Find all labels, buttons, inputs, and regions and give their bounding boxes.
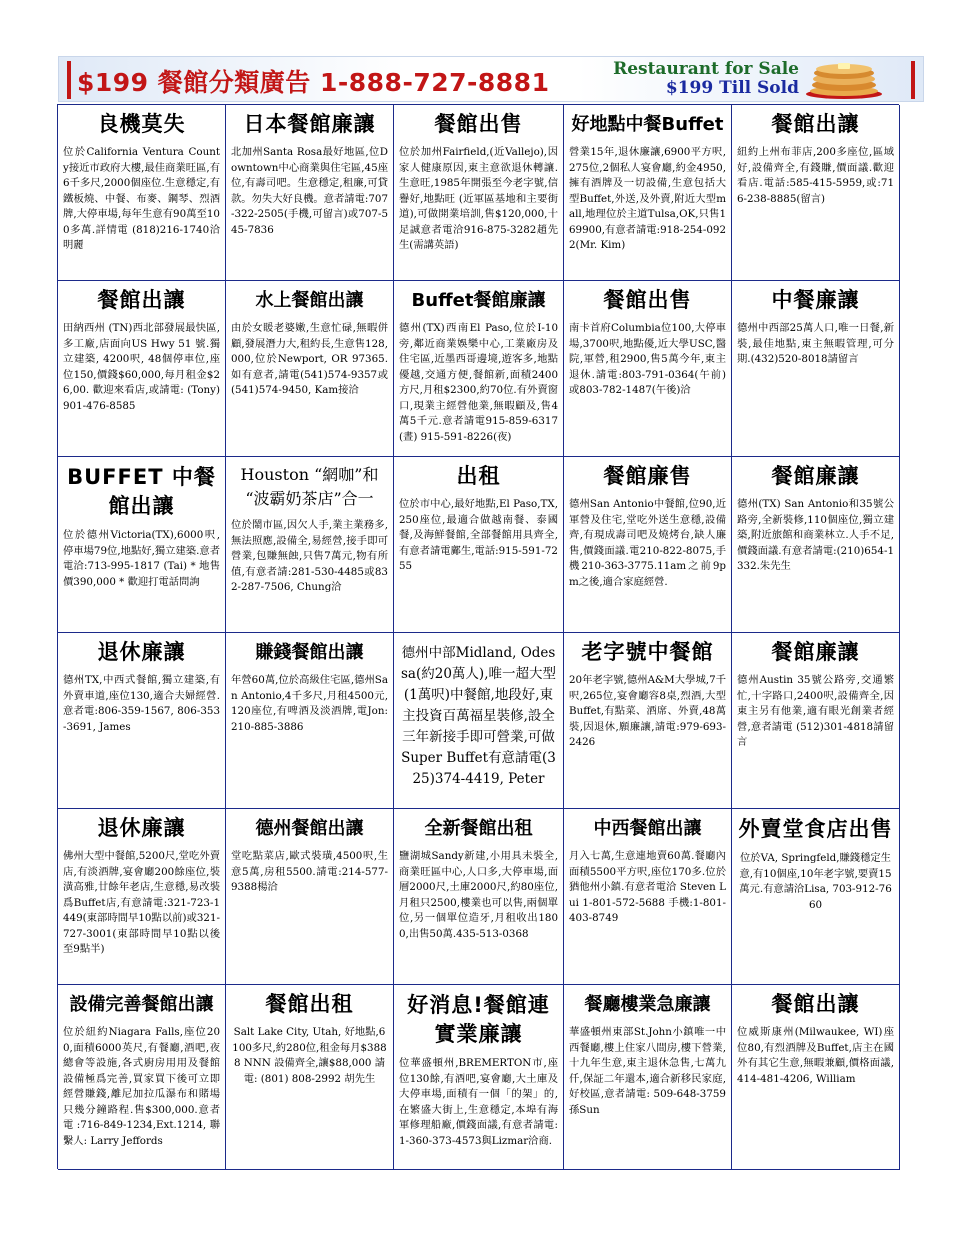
ad-card xyxy=(732,985,900,1170)
ad-title: 餐廳樓業急廉讓 xyxy=(584,994,711,1015)
pancake-stack-icon xyxy=(804,60,884,100)
ad-body: 鹽湖城Sandy新建,小用具未裝全,商業旺區中心,人口多,大停車場,面層2000尺,土庫2000尺,約80座位,月租只2500,樓業也可以售,兩個單位,另一個單位造牙,月租收出1800,出售50萬.435-513-0368 xyxy=(399,850,558,940)
ad-title: 良機莫失 xyxy=(97,112,186,136)
ad-body: 德州TX,中西式餐館,獨立建築,有外賣車道,座位130,適合夫婦經營.意者電:806-359-1567, 806-353-3691, James xyxy=(63,674,220,733)
ad-body: 堂吃點菜店,歐式裝璜,4500呎,生意5萬,房租5500.請電:214-577-9388楊洽 xyxy=(231,850,388,893)
banner-left-bar xyxy=(67,61,71,99)
header-banner xyxy=(58,56,924,102)
ad-body: 紐約上州布菲店,200多座位,區域好,設備齊全,有錢賺,價面議.歡迎看店.電話:585-415-5959,或:716-238-8885(留言) xyxy=(737,146,894,205)
ad-body: 位華盛頓州,BREMERTON市,座位130餘,有酒吧,宴會廳,大土庫及大停車場,面積有一個「的架」的,在繁盛大街上,生意穩定,本埠有海軍修理船廠,價錢面議,有意者請電:1-360-373-4573與Lizmar洽商. xyxy=(399,1057,558,1147)
ad-title: 餐館出租 xyxy=(265,992,354,1016)
ad-title: 餐館廉售 xyxy=(603,464,692,488)
ad-card xyxy=(58,985,226,1170)
ad-body: 德州San Antonio中餐館,位90,近軍營及住宅,堂吃外送生意穩,設備齊,有現成壽司吧及燒烤台,缺人廉售,價錢面議.電210-822-8075,手機210-363-3775.11am之前9pm之後,適合家庭經營. xyxy=(569,498,726,588)
ad-title: 賺錢餐館出讓 xyxy=(255,642,364,663)
ad-body: 位於市中心,最好地點,El Paso,TX,250座位,最適合做越南餐、泰國餐,及海鮮餐館,全部餐館用具齊全,有意者請電鄺生,電話:915-591-7255 xyxy=(399,498,558,572)
ad-body: 德州中西部25萬人口,唯一日餐,新裝,最佳地點,東主無暇管理,可分期.(432)520-8018請留言 xyxy=(737,322,894,365)
banner-sale-text xyxy=(559,60,799,98)
ad-body: 位於California Ventura County接近市政府大樓,最佳商業旺區,有6千多尺,2000個座位.生意穩定,有鐵板燒、中餐、布麥、鋼琴、烈酒牌,大停車場,每年生意有90萬至100多萬.詳情電 (818)216-1740洽明麗 xyxy=(63,146,220,251)
ad-card xyxy=(226,281,394,457)
ad-card xyxy=(732,633,900,809)
ad-card xyxy=(394,457,564,633)
ad-body: 華盛頓州東部St.John小鎮唯一中西餐廳,樓上住家八間房,樓下營業,十九年生意,東主退休急售,七萬九仟,保証二年還本,適合新移民家庭,好校區,意者請電: 509-648-3759 孫Sun xyxy=(569,1026,726,1116)
ad-card xyxy=(394,281,564,457)
ad-card xyxy=(564,809,732,985)
ad-title: 餐館出讓 xyxy=(771,112,860,136)
ad-card xyxy=(226,985,394,1170)
ad-body: 德州(TX) San Antonio和35號公路旁,全新裝修,110個座位,獨立建築,附近旅館和商業林立.人手不足,價錢面議.有意者請電:(210)654-1332.朱先生 xyxy=(737,498,894,572)
ad-card xyxy=(564,985,732,1170)
ad-body: 佛州大型中餐館,5200尺,堂吃外賣店,有淡酒牌,宴會廳200餘座位,裝潢高雅,廿餘年老店,生意穩,易改裝爲Buffet店,有意請電:321-723-1449(東部時間早10點以前)或321-727-3001(東部時間早10點以後至9點半) xyxy=(63,850,220,955)
banner-sale-line2: $199 Till Sold xyxy=(665,78,799,98)
banner-title: $199 餐館分類廣告 1-888-727-8881 xyxy=(77,68,550,97)
ad-body: 德州Austin 35號公路旁,交通繁忙,十字路口,2400呎,設備齊全,因東主另有他業,適有眼光創業者經營,意者請電 (512)301-4818請留言 xyxy=(737,674,894,748)
ad-card xyxy=(58,281,226,457)
ad-body: 營業15年,退休廉讓,6900平方呎,275位,2個私人宴會廳,約金4950,擁有酒牌及一切設備,生意包括大型Buffet,外送,及外賣,附近大型mall,地理位於主道Tulsa,OK,只售169900,有意者請電:918-254-0922(Mr. Kim) xyxy=(569,146,726,251)
ad-card xyxy=(58,633,226,809)
banner-right-bar xyxy=(911,61,915,99)
ad-title: 餐館出售 xyxy=(603,288,692,312)
ad-title: 餐館出售 xyxy=(434,112,523,136)
ad-body: 年營60萬,位於高級住宅區,德州San Antonio,4千多尺,月租4500元,120座位,有啤酒及淡酒牌,電Jon: 210-885-3886 xyxy=(231,674,388,733)
ad-title: 退休廉讓 xyxy=(97,640,186,664)
ad-body: 位於鬧市區,因欠人手,業主業務多,無法照應,設備全,易經營,接手即可營業,包賺無蝕,只售7萬元,物有所值,有意者請:281-530-4485或832-287-7506, Chung洽 xyxy=(231,519,388,593)
ad-body: Salt Lake City, Utah, 好地點,6100多尺,約280位,租金每月$3888 NNN 設備齊全,讓$88,000 請電: (801) 808-2992 胡先生 xyxy=(232,1026,387,1085)
ad-body: 南卡首府Columbia位100,大停車場,3700呎,地點優,近大學USC,醫院,軍營,租2900,售5萬今年,東主退休.請電:803-791-0364(午前) 或803-782-1487(午後)洽 xyxy=(569,322,726,396)
ad-card xyxy=(732,281,900,457)
ad-title: 餐館廉讓 xyxy=(771,640,860,664)
ad-title: 中西餐館出讓 xyxy=(593,818,702,839)
ad-card xyxy=(226,809,394,985)
ad-title: 設備完善餐館出讓 xyxy=(69,994,214,1015)
ad-body: 位威斯康州(Milwaukee, WI)座位80,有烈酒牌及Buffet,店主在國外有其它生意,無暇兼顧,價格面議,414-481-4206, William xyxy=(737,1026,894,1085)
classified-ads-grid xyxy=(57,104,899,1169)
ad-body: 位於加州Fairfield,(近Vallejo),因家人健康原因,東主意欲退休轉讓.生意旺,1985年開張至今老字號,信譽好,地點旺 (近軍區基地和主要街道),可做開業培訓,售$120,000,十足誠意者電洽916-875-3282趙先生(需講英語) xyxy=(399,146,558,251)
ad-card xyxy=(58,809,226,985)
ad-title: 德州餐館出讓 xyxy=(255,818,364,839)
ad-body: 月入七萬,生意連地賣60萬.餐廳內面積5500平方呎,座位170多.位於猶他州小鎮.有意者電洽 Steven Lui 1-801-572-5688 手機:1-801-403-8749 xyxy=(569,850,726,924)
ad-card xyxy=(394,633,564,809)
ad-title: 餐館出讓 xyxy=(771,992,860,1016)
ad-body: 北加州Santa Rosa最好地區,位Downtown中心商業與住宅區,45座位,有壽司吧。生意穩定,租廉,可貸款。勿失大好良機。意者請電:707-322-2505(手機,可留言)或707-545-7836 xyxy=(231,146,388,236)
ad-card xyxy=(564,633,732,809)
ad-card xyxy=(58,105,226,281)
ad-title: 好消息!餐館連實業廉讓 xyxy=(407,993,550,1046)
ad-body: 位於紐約Niagara Falls,座位200,面積6000英尺,有餐廳,酒吧,夜總會等設施,各式廚房用用及餐館設備極爲完善,買家買下後可立即經營賺錢,離尼加拉瓜瀑布和賭場只幾分鐘路程.售$300,000.意者電:716-849-1234,Ext.1214,聯繫人: Larry Jeffords xyxy=(63,1026,220,1147)
ad-body: 田納西州 (TN)西北部發展最快區,多工廠,店面向US Hwy 51 號.獨立建築, 4200呎, 48個停車位,座位150,價錢$60,000,每月租金$26,00. 歡迎來看店,或請電: (Tony) 901-476-8585 xyxy=(63,322,220,412)
ad-card xyxy=(394,105,564,281)
ad-card xyxy=(732,457,900,633)
ad-card xyxy=(732,105,900,281)
ad-title: 全新餐館出租 xyxy=(424,818,533,839)
ad-title: 好地點中餐Buffet xyxy=(571,114,724,135)
ad-card xyxy=(564,281,732,457)
ad-card xyxy=(226,633,394,809)
ad-body: 位於德州Victoria(TX),6000呎,停車場79位,地點好,獨立建築.意者電洽:713-995-1817 (Tai) * 地售價390,000 * 歡迎打電話問詢 xyxy=(63,529,220,588)
ad-body: 20年老字號,德州A&M大學城,7千呎,265位,宴會廳容8桌,烈酒,大型Buffet,有點菜、酒席、外賣,48萬裝,因退休,願廉讓,請電:979-693-2426 xyxy=(569,674,726,748)
ad-card xyxy=(564,457,732,633)
ad-title: 餐館出讓 xyxy=(97,288,186,312)
ad-title: 退休廉讓 xyxy=(97,816,186,840)
ad-title: 出租 xyxy=(456,464,501,488)
ad-title: BUFFET 中餐館出讓 xyxy=(67,465,216,518)
ad-title: Houston “網咖”和 “波霸奶茶店”合一 xyxy=(240,465,379,508)
ad-title: 餐館廉讓 xyxy=(771,464,860,488)
ad-card xyxy=(58,457,226,633)
ad-card xyxy=(394,809,564,985)
ad-body: 位於VA, Springfeld,賺錢穩定生意,有10個座,10年老字號,要賣15萬元.有意請洽Lisa, 703-912-7660 xyxy=(739,852,892,911)
banner-sale-line1: Restaurant for Sale xyxy=(613,59,799,79)
ad-body: 德州(TX)西南El Paso,位於I-10旁,鄰近商業娛樂中心,工業廠房及住宅區,近墨西哥邊境,遊客多,地點優越,交通方便,餐館新,面積2400方尺,月租$2300,約70位.有外賣窗口,現業主經營他業,無暇顧及,售4萬5千元.意者請電915-859-6317(晝) 915-591-8226(夜) xyxy=(399,322,558,443)
ad-title: 外賣堂食店出售 xyxy=(738,817,893,841)
ad-title: 中餐廉讓 xyxy=(771,288,860,312)
ad-card xyxy=(732,809,900,985)
ad-card xyxy=(226,457,394,633)
ad-title: Buffet餐館廉讓 xyxy=(411,290,546,311)
ad-title: 老字號中餐館 xyxy=(581,640,714,664)
ad-body: 由於女䁔老婆嫩,生意忙碌,無暇併顧,發展潛力大,租約長,生意售128,000,位於Newport, OR 97365.如有意者,請電(541)574-9357或 (541)574-9450, Kam接洽 xyxy=(231,322,388,396)
ad-card xyxy=(226,105,394,281)
ad-title: 日本餐館廉讓 xyxy=(243,112,376,136)
ad-card xyxy=(394,985,564,1170)
ad-body: 德州中部Midland, Odessa(約20萬人),唯一超大型(1萬呎)中餐館,地段好,東主投資百萬福星裝修,設全三年新接手即可營業,可做Super Buffet有意請電(325)374-4419, Peter xyxy=(401,645,556,787)
ad-card xyxy=(564,105,732,281)
ad-title: 水上餐館出讓 xyxy=(255,290,364,311)
